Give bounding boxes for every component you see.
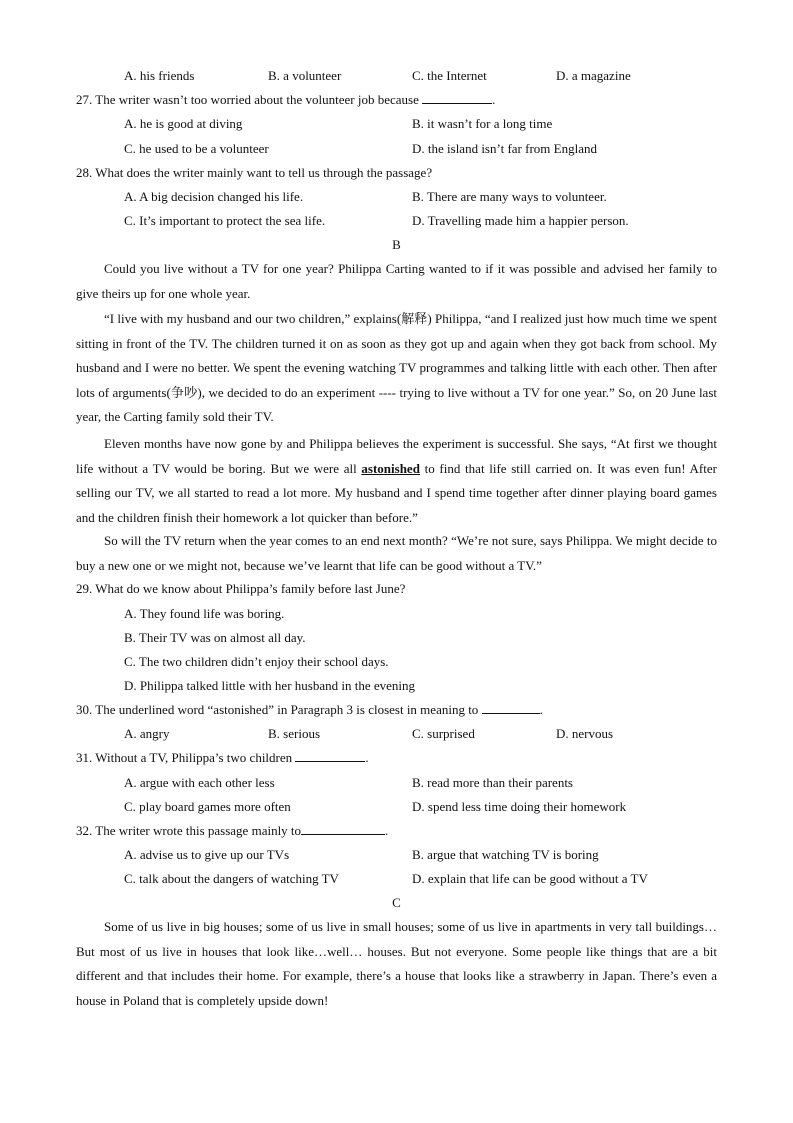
q32-option-a: A. advise us to give up our TVs	[124, 847, 290, 862]
q26-option-d: D. a magazine	[556, 68, 631, 83]
q27-option-d: D. the island isn’t far from England	[412, 141, 597, 156]
q31-answer-blank	[295, 750, 365, 762]
q26-option-b: B. a volunteer	[268, 68, 342, 83]
q31-stem: 31. Without a TV, Philippa’s two children	[76, 750, 293, 765]
q32-answer-blank	[301, 823, 385, 835]
q28-option-a: A. A big decision changed his life.	[124, 189, 304, 204]
q27-option-a: A. he is good at diving	[124, 116, 243, 131]
q32-option-c: C. talk about the dangers of watching TV	[124, 871, 339, 886]
section-b-heading: B	[392, 237, 401, 252]
q30-answer-blank	[482, 702, 540, 714]
q32-option-d: D. explain that life can be good without a TV	[412, 871, 648, 886]
q27-option-c: C. he used to be a volunteer	[124, 141, 269, 156]
section-b-paragraph-2: “I live with my husband and our two children,” explains(解释) Philippa, “and I realized just how much time we spent sitting in front of the TV. The children turned it on as soon as they got up and again when they got back from school. My husband and I were no better. We spent the evening watching TV programmes and talking little with each other. Then after lots of arguments(争吵), we decided to do an experiment ---- trying to live without a TV for one year.” So, on 20 June last year, the Carting family sold their TV.	[76, 311, 717, 424]
section-b-paragraph-4: So will the TV return when the year comes to an end next month? “We’re not sure, says Philippa. We might decide to buy a new one or we might not, because we’ve learnt that life can be good without a TV.”	[76, 533, 717, 573]
q28-stem: 28. What does the writer mainly want to tell us through the passage?	[76, 165, 433, 180]
q29-option-a: A. They found life was boring.	[124, 606, 285, 621]
q27-question	[76, 92, 495, 108]
q31-end: .	[365, 750, 369, 765]
section-b-paragraph-1: Could you live without a TV for one year? Philippa Carting wanted to if it was possible and advised her family to give theirs up for one whole year.	[76, 261, 717, 301]
q31-option-c: C. play board games more often	[124, 799, 291, 814]
q27-option-b: B. it wasn’t for a long time	[412, 116, 553, 131]
q27-end: .	[492, 92, 496, 107]
q31-option-d: D. spend less time doing their homework	[412, 799, 627, 814]
q27-answer-blank	[422, 92, 492, 104]
q32-stem: 32. The writer wrote this passage mainly to	[76, 823, 302, 838]
section-b-paragraph-3	[76, 432, 717, 530]
q29-option-b: B. Their TV was on almost all day.	[124, 630, 306, 645]
paragraph-3-before: Eleven months have now gone by and Philippa believes the experiment is successful. She says, “At first we thought life without a TV would be boring. But we were all	[76, 436, 717, 476]
q32-end: .	[385, 823, 389, 838]
q30-option-d: D. nervous	[556, 726, 614, 741]
q30-option-a: A. angry	[124, 726, 170, 741]
q29-stem: 29. What do we know about Philippa’s family before last June?	[76, 581, 406, 596]
q30-end: .	[539, 702, 543, 717]
q30-option-b: B. serious	[268, 726, 320, 741]
q28-option-c: C. It’s important to protect the sea life.	[124, 213, 326, 228]
paragraph-3-after: to find that life still carried on. It was even fun! After selling our TV, we all started to read a lot more. My husband and I spend time together after dinner playing board games and the children finish their homework a lot quicker than before.”	[76, 460, 717, 525]
q27-stem: 27. The writer wasn’t too worried about the volunteer job because	[76, 92, 419, 107]
q29-option-d: D. Philippa talked little with her husband in the evening	[124, 678, 416, 693]
q30-stem: 30. The underlined word “astonished” in Paragraph 3 is closest in meaning to	[76, 702, 479, 717]
q31-question	[76, 750, 369, 766]
q31-option-b: B. read more than their parents	[412, 775, 573, 790]
q29-option-c: C. The two children didn’t enjoy their school days.	[124, 654, 389, 669]
q28-option-d: D. Travelling made him a happier person.	[412, 213, 629, 228]
q26-option-c: C. the Internet	[412, 68, 487, 83]
q32-option-b: B. argue that watching TV is boring	[412, 847, 599, 862]
q30-option-c: C. surprised	[412, 726, 475, 741]
underlined-word-astonished: astonished	[361, 460, 420, 476]
q31-option-a: A. argue with each other less	[124, 775, 275, 790]
q26-option-a: A. his friends	[124, 68, 195, 83]
q28-option-b: B. There are many ways to volunteer.	[412, 189, 607, 204]
q30-question	[76, 702, 543, 718]
section-c-heading: C	[392, 895, 401, 910]
q32-question	[76, 823, 388, 839]
section-c-paragraph-1: Some of us live in big houses; some of us live in small houses; some of us live in apartments in very tall buildings…But most of us live in houses that look like…well… houses. But not everyone. Some people like things that are a bit different and that includes their home. For example, there’s a house that looks like a strawberry in Japan. There’s even a house in Poland that is completely upside down!	[76, 919, 717, 1008]
